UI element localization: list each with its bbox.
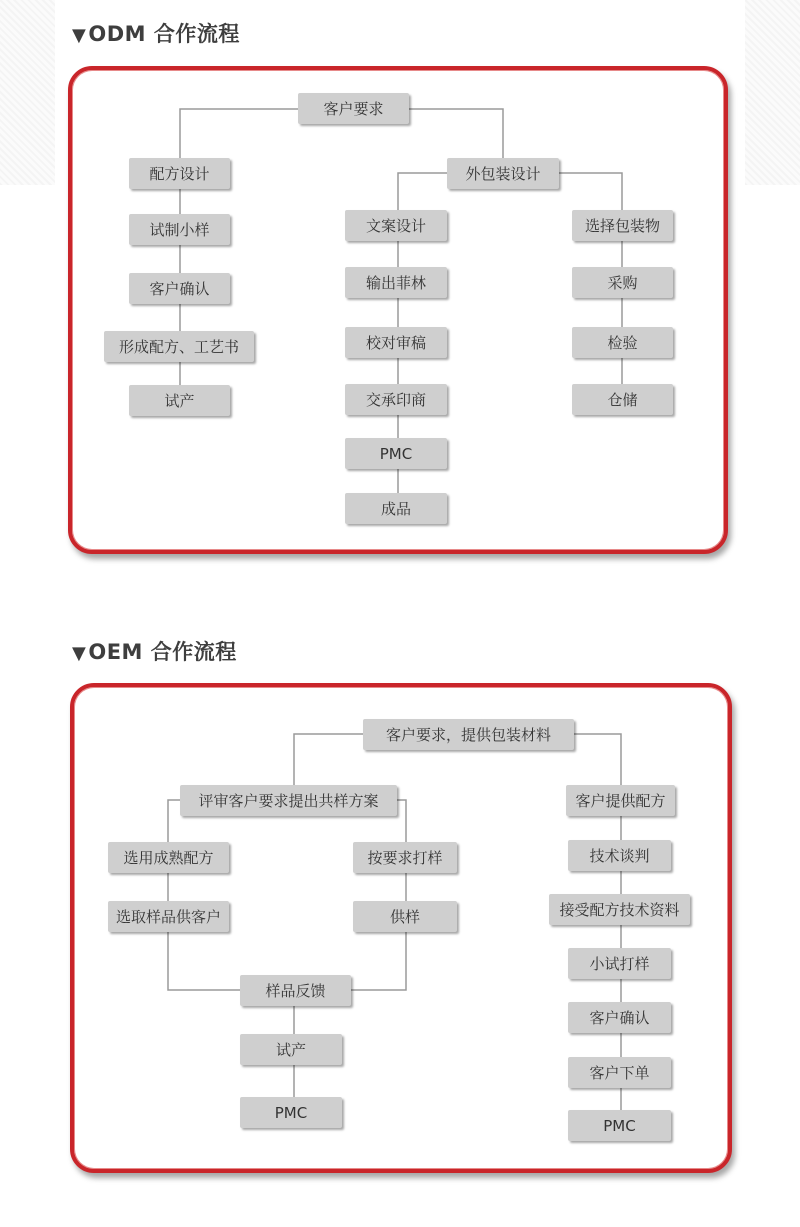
oem-node-client-formula: 小试打样 <box>568 948 671 979</box>
odm-node-copy: 交承印商 <box>345 384 447 415</box>
oem-line-review-middle <box>397 800 406 842</box>
odm-node-material: 选择包装物 <box>572 210 673 241</box>
down-triangle-icon: ▼ <box>72 25 87 46</box>
odm-node-copy: 校对审稿 <box>345 327 447 358</box>
oem-line-middle-feedback <box>351 932 406 990</box>
oem-node-review: 评审客户要求提出共样方案 <box>180 785 397 816</box>
oem-node-client-formula: 客户下单 <box>568 1057 671 1088</box>
oem-node-client-formula: 接受配方技术资料 <box>549 894 690 925</box>
odm-node-copy: PMC <box>345 438 447 469</box>
oem-node-client-formula: 客户确认 <box>568 1002 671 1033</box>
oem-node-middle: 供样 <box>353 901 457 932</box>
odm-node-copy: 输出菲林 <box>345 267 447 298</box>
odm-node-copy: 文案设计 <box>345 210 447 241</box>
oem-node-client-formula: PMC <box>568 1110 671 1141</box>
odm-node-material: 仓储 <box>572 384 673 415</box>
odm-node-formula: 客户确认 <box>129 273 230 304</box>
oem-node-client-formula: 技术谈判 <box>568 840 671 871</box>
odm-node-formula: 试制小样 <box>129 214 230 245</box>
odm-node-formula: 形成配方、工艺书 <box>104 331 254 362</box>
oem-line-review-left <box>168 800 180 842</box>
odm-node-material: 采购 <box>572 267 673 298</box>
oem-node-left: 选取样品供客户 <box>108 901 229 932</box>
oem-node-after-feedback: 试产 <box>240 1034 342 1065</box>
oem-node-client-requirement: 客户要求，提供包装材料 <box>363 719 574 750</box>
odm-node-packaging-design: 外包装设计 <box>447 158 559 189</box>
odm-node-client-requirement: 客户要求 <box>298 93 409 124</box>
odm-node-copy: 成品 <box>345 493 447 524</box>
oem-node-left: 选用成熟配方 <box>108 842 229 873</box>
oem-title-text: OEM 合作流程 <box>88 640 237 664</box>
odm-node-formula: 配方设计 <box>129 158 230 189</box>
oem-node-middle: 按要求打样 <box>353 842 457 873</box>
oem-line-root-review <box>294 734 363 785</box>
oem-node-after-feedback: PMC <box>240 1097 342 1128</box>
odm-node-material: 检验 <box>572 327 673 358</box>
odm-title-text: ODM 合作流程 <box>88 22 240 46</box>
down-triangle-icon: ▼ <box>72 643 87 664</box>
oem-line-root-client-formula <box>574 734 621 785</box>
oem-node-feedback: 样品反馈 <box>240 975 351 1006</box>
oem-node-client-formula: 客户提供配方 <box>566 785 675 816</box>
odm-node-formula: 试产 <box>129 385 230 416</box>
oem-line-left-feedback <box>168 932 240 990</box>
